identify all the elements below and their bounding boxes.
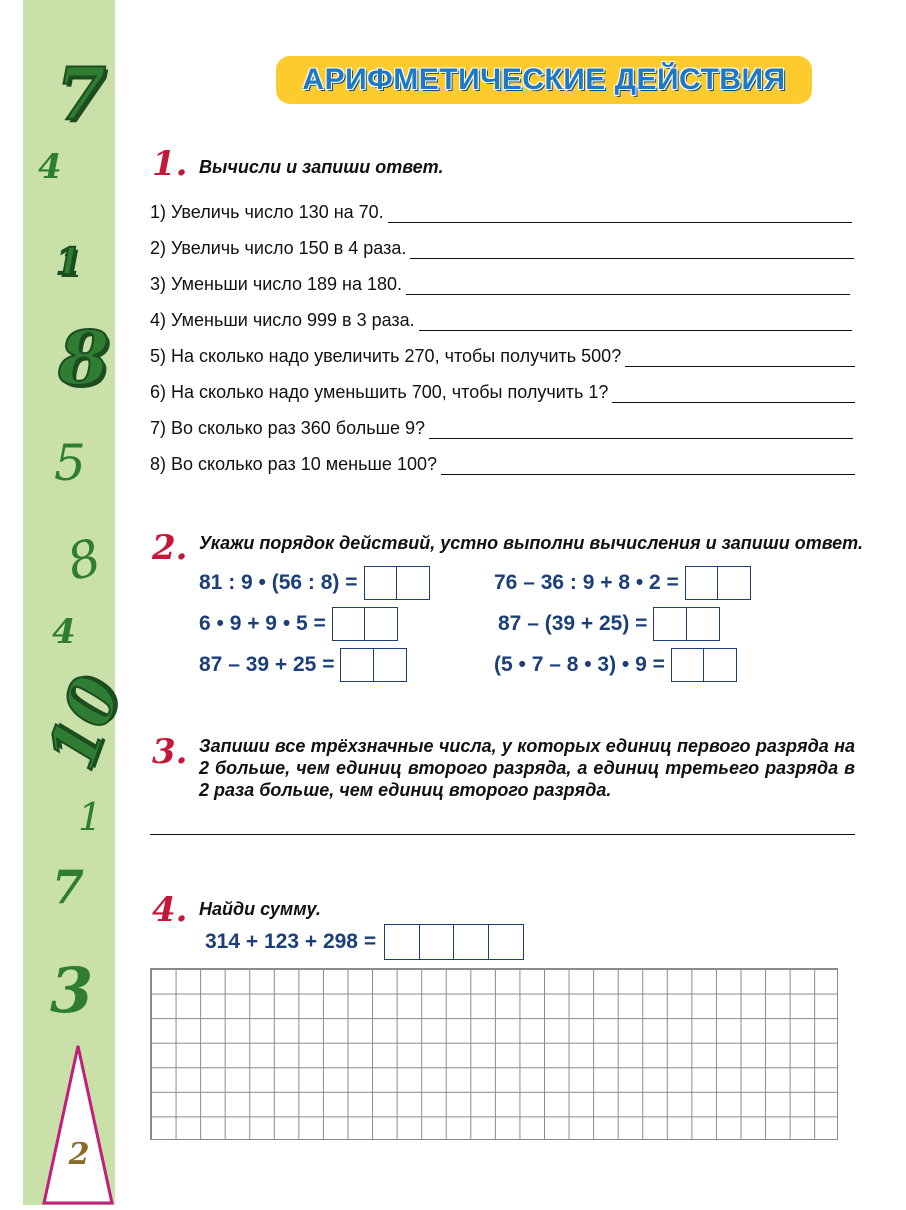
answer-line[interactable]	[625, 348, 855, 367]
question-text: 1) Увеличь число 130 на 70.	[150, 202, 384, 222]
decor-digit-8-script: 8	[61, 527, 107, 593]
question-text: 2) Увеличь число 150 в 4 раза.	[150, 238, 407, 258]
expression-text: 314 + 123 + 298 =	[205, 930, 377, 953]
question-text: 4) Уменьши число 999 в 3 раза.	[150, 310, 415, 330]
task-2-number: 2.	[152, 528, 188, 568]
decor-digit-7-bold: 7	[52, 860, 85, 914]
task-2-title: Укажи порядок действий, устно выполни вычисления и запиши ответ.	[199, 533, 863, 553]
expression-3	[199, 607, 398, 641]
decor-digit-7: 7	[56, 51, 107, 136]
answer-boxes[interactable]	[340, 648, 407, 682]
answer-cell[interactable]	[332, 607, 366, 641]
answer-line[interactable]	[410, 240, 854, 259]
page-number-triangle	[42, 1042, 114, 1205]
page-title: АРИФМЕТИЧЕСКИЕ ДЕЙСТВИЯ	[302, 63, 786, 96]
task-3-text: Запиши все трёхзначные числа, у которых единиц первого разряда на 2 больше, чем единиц второго разряда, а единиц третьего разряда в 2 раза больше, чем единиц второго разряда.	[199, 736, 855, 800]
question-text: 8) Во сколько раз 10 меньше 100?	[150, 454, 437, 474]
question-text: 6) На сколько надо уменьшить 700, чтобы получить 1?	[150, 382, 609, 402]
answer-cell[interactable]	[396, 566, 430, 600]
decor-digit-5: 5	[54, 434, 86, 492]
expression-text: 76 – 36 : 9 + 8 • 2 =	[494, 571, 679, 594]
expression-2	[494, 566, 751, 600]
answer-boxes[interactable]	[671, 648, 738, 682]
decor-digit-3: 3	[50, 954, 94, 1027]
decor-digit-1-script: 1	[78, 795, 103, 839]
answer-line[interactable]	[419, 312, 852, 331]
answer-cell[interactable]	[364, 607, 398, 641]
answer-cell[interactable]	[671, 648, 705, 682]
answer-cell[interactable]	[717, 566, 751, 600]
task-1-title: Вычисли и запиши ответ.	[199, 157, 444, 177]
task-1-question-3	[150, 271, 850, 295]
expression-text: 87 – 39 + 25 =	[199, 653, 335, 676]
task-1-question-8	[150, 451, 855, 475]
answer-boxes[interactable]	[384, 924, 524, 960]
question-text: 7) Во сколько раз 360 больше 9?	[150, 418, 426, 438]
task-3-number: 3.	[152, 732, 188, 772]
page-number: 2	[68, 1137, 90, 1172]
answer-boxes[interactable]	[332, 607, 399, 641]
answer-line[interactable]	[441, 456, 855, 475]
answer-cell[interactable]	[686, 607, 720, 641]
task-4-number: 4.	[152, 890, 188, 930]
expression-text: 81 : 9 • (56 : 8) =	[199, 571, 358, 594]
answer-line[interactable]	[612, 384, 855, 403]
answer-line[interactable]	[388, 204, 852, 223]
answer-boxes[interactable]	[364, 566, 431, 600]
answer-line[interactable]	[429, 420, 853, 439]
expression-5	[199, 648, 407, 682]
sum-expression	[205, 924, 524, 960]
task-3-answer-line[interactable]	[150, 834, 855, 835]
task-1-question-2	[150, 235, 854, 259]
calculation-grid[interactable]	[150, 968, 838, 1140]
decor-digit-8: 8	[58, 316, 110, 402]
expression-1	[199, 566, 430, 600]
answer-line[interactable]	[406, 276, 850, 295]
answer-boxes[interactable]	[685, 566, 752, 600]
decor-digit-4-small: 4	[52, 612, 76, 652]
answer-cell[interactable]	[453, 924, 489, 960]
expression-text: 87 – (39 + 25) =	[498, 612, 648, 635]
answer-cell[interactable]	[419, 924, 455, 960]
question-text: 5) На сколько надо увеличить 270, чтобы получить 500?	[150, 346, 622, 366]
decor-digit-4: 4	[38, 147, 62, 187]
expression-6	[494, 648, 737, 682]
answer-cell[interactable]	[384, 924, 420, 960]
question-text: 3) Уменьши число 189 на 180.	[150, 274, 402, 294]
task-1-question-5	[150, 343, 855, 367]
task-1-number: 1.	[152, 144, 188, 184]
answer-cell[interactable]	[653, 607, 687, 641]
answer-cell[interactable]	[364, 566, 398, 600]
answer-boxes[interactable]	[653, 607, 720, 641]
answer-cell[interactable]	[685, 566, 719, 600]
answer-cell[interactable]	[703, 648, 737, 682]
triangle-shape	[42, 1042, 114, 1205]
expression-4	[498, 607, 720, 641]
decor-number-10: 10	[31, 666, 137, 780]
task-1-question-4	[150, 307, 852, 331]
task-1-question-6	[150, 379, 855, 403]
title-banner	[276, 56, 812, 104]
answer-cell[interactable]	[373, 648, 407, 682]
task-1-question-7	[150, 415, 853, 439]
task-4-title: Найди сумму.	[199, 899, 321, 919]
decor-digit-1: 1	[56, 241, 82, 283]
expression-text: (5 • 7 – 8 • 3) • 9 =	[494, 653, 665, 676]
answer-cell[interactable]	[488, 924, 524, 960]
task-1-question-1	[150, 199, 852, 223]
answer-cell[interactable]	[340, 648, 374, 682]
expression-text: 6 • 9 + 9 • 5 =	[199, 612, 326, 635]
